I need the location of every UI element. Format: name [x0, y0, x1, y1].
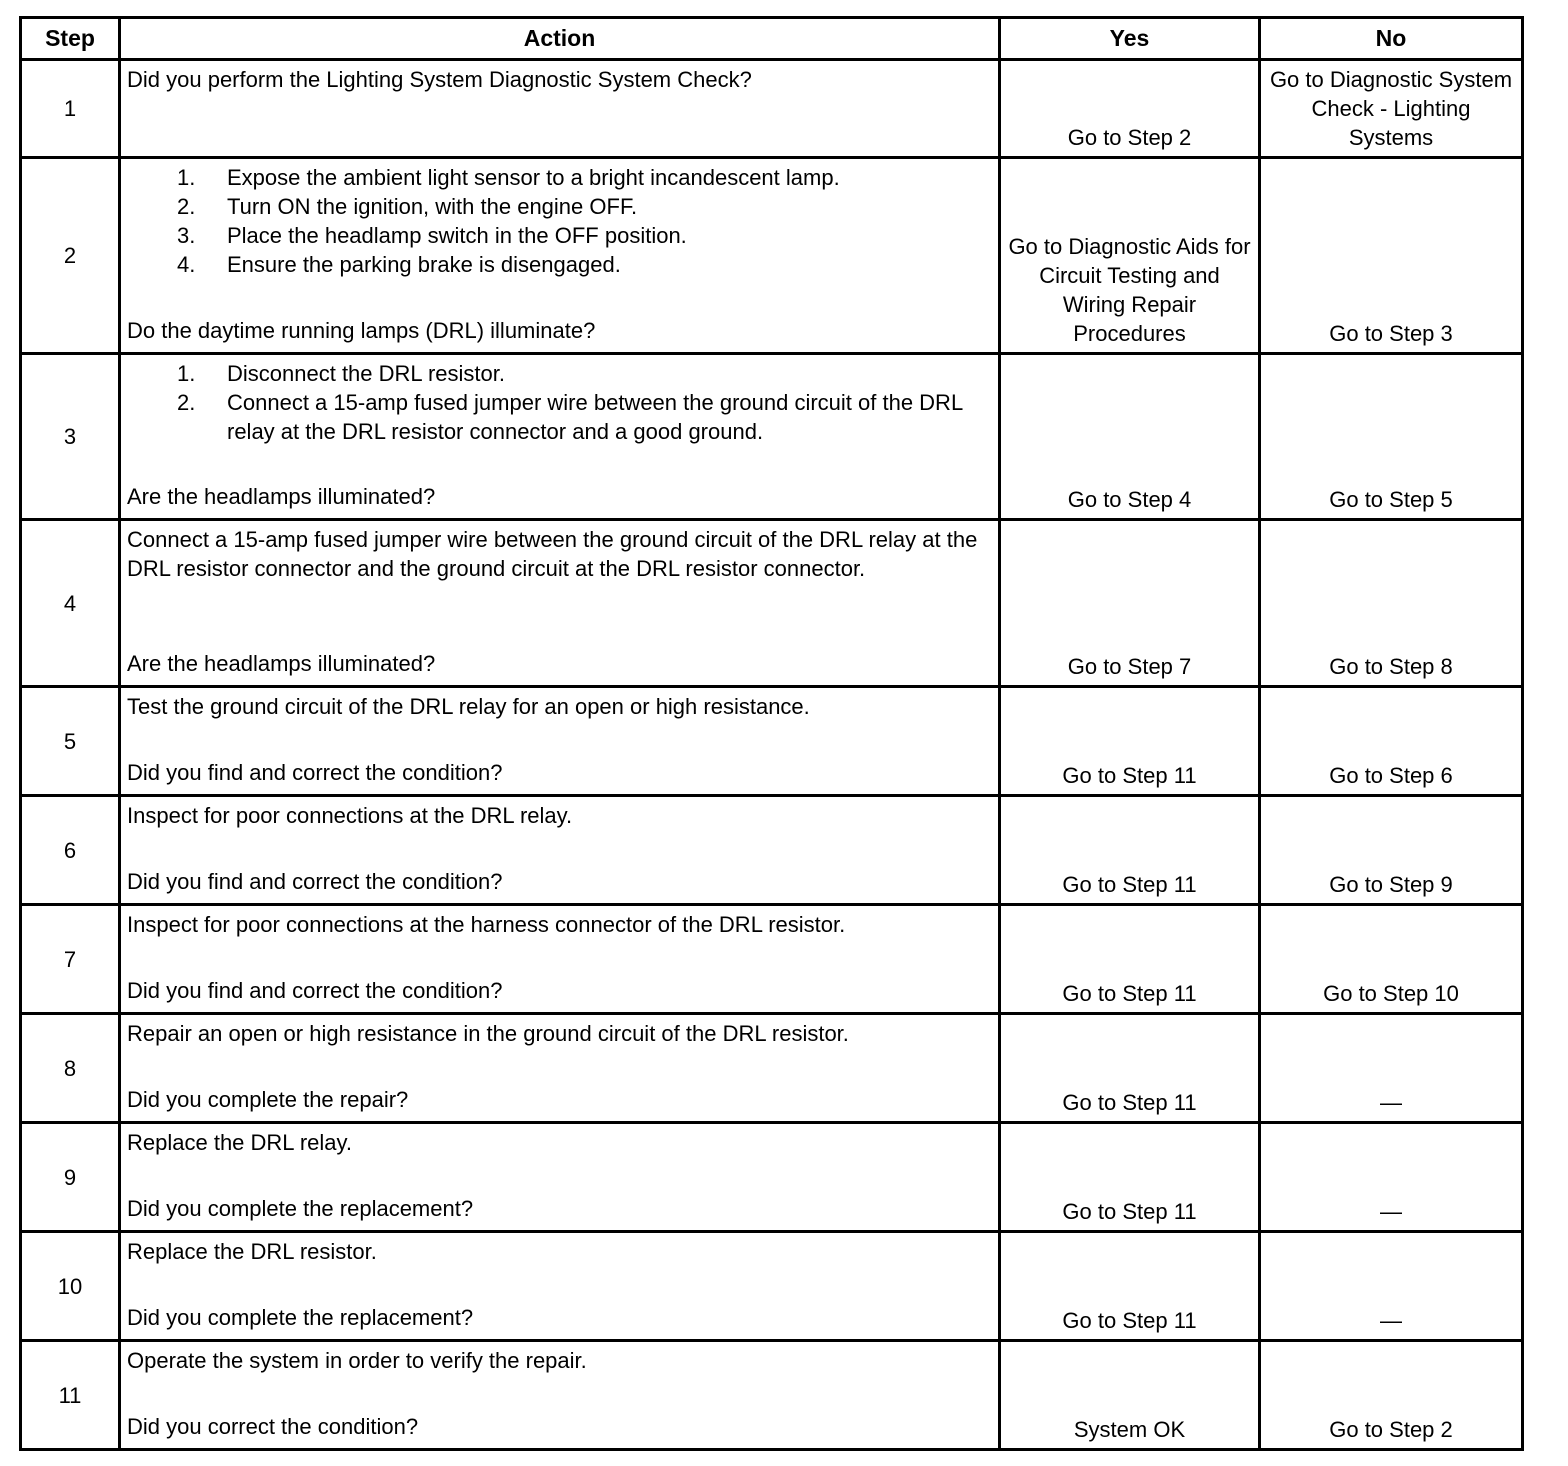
list-item-text: Disconnect the DRL resistor. [227, 361, 505, 386]
header-step: Step [21, 18, 120, 60]
action-question: Did you find and correct the condition? [127, 978, 503, 1003]
table-row [21, 354, 1523, 520]
table-row [21, 796, 1523, 905]
list-item-number: 1. [177, 361, 196, 386]
list-item [127, 163, 992, 192]
table-body [21, 60, 1523, 1450]
no-result: Go to Step 2 [1260, 1341, 1523, 1450]
no-result: Go to Step 3 [1260, 158, 1523, 354]
table-row [21, 1232, 1523, 1341]
list-item [127, 359, 992, 388]
action-cell [120, 1232, 1000, 1341]
list-item-text: Turn ON the ignition, with the engine OFF. [227, 194, 638, 219]
action-cell [120, 905, 1000, 1014]
action-instruction: Replace the DRL relay. [127, 1130, 352, 1155]
table-row [21, 158, 1523, 354]
list-item-text: Expose the ambient light sensor to a bright incandescent lamp. [227, 165, 840, 190]
no-result: Go to Step 5 [1260, 354, 1523, 520]
action-steps-list [127, 359, 992, 446]
action-instruction: Connect a 15-amp fused jumper wire between the ground circuit of the DRL relay at the DRL resistor connector and the ground circuit at the DRL resistor connector. [127, 527, 978, 581]
list-item-number: 1. [177, 165, 196, 190]
yes-result: Go to Step 11 [1000, 905, 1260, 1014]
action-cell [120, 1123, 1000, 1232]
header-row [21, 18, 1523, 60]
action-instruction: Replace the DRL resistor. [127, 1239, 377, 1264]
header-no: No [1260, 18, 1523, 60]
action-question: Did you perform the Lighting System Diagnostic System Check? [127, 67, 752, 92]
step-number: 9 [21, 1123, 120, 1232]
header-yes: Yes [1000, 18, 1260, 60]
yes-result: Go to Step 2 [1000, 60, 1260, 158]
action-instruction: Test the ground circuit of the DRL relay for an open or high resistance. [127, 694, 810, 719]
list-item-number: 2. [177, 390, 196, 415]
yes-result: Go to Step 7 [1000, 520, 1260, 687]
header-action: Action [120, 18, 1000, 60]
table-row [21, 687, 1523, 796]
diagnostic-table [19, 16, 1524, 1451]
yes-result: Go to Step 4 [1000, 354, 1260, 520]
no-result: — [1260, 1123, 1523, 1232]
list-item-number: 3. [177, 223, 196, 248]
step-number: 11 [21, 1341, 120, 1450]
table-row [21, 520, 1523, 687]
yes-result: Go to Step 11 [1000, 687, 1260, 796]
step-number: 2 [21, 158, 120, 354]
no-result: — [1260, 1232, 1523, 1341]
action-cell [120, 354, 1000, 520]
yes-result: Go to Step 11 [1000, 1123, 1260, 1232]
table-row [21, 60, 1523, 158]
no-result: Go to Step 8 [1260, 520, 1523, 687]
yes-result: Go to Step 11 [1000, 1014, 1260, 1123]
list-item-text: Connect a 15-amp fused jumper wire between the ground circuit of the DRL relay at the DRL resistor connector and a good ground. [227, 390, 963, 444]
table-row [21, 905, 1523, 1014]
step-number: 5 [21, 687, 120, 796]
action-cell [120, 687, 1000, 796]
no-result: — [1260, 1014, 1523, 1123]
list-item-text: Ensure the parking brake is disengaged. [227, 252, 621, 277]
list-item-number: 2. [177, 194, 196, 219]
action-instruction: Inspect for poor connections at the harness connector of the DRL resistor. [127, 912, 846, 937]
yes-result: Go to Step 11 [1000, 796, 1260, 905]
step-number: 6 [21, 796, 120, 905]
list-item [127, 250, 992, 279]
action-instruction: Inspect for poor connections at the DRL relay. [127, 803, 573, 828]
action-cell [120, 796, 1000, 905]
table-row [21, 1123, 1523, 1232]
step-number: 1 [21, 60, 120, 158]
list-item [127, 221, 992, 250]
action-cell [120, 520, 1000, 687]
action-question: Did you correct the condition? [127, 1414, 419, 1439]
action-question: Are the headlamps illuminated? [127, 651, 436, 676]
action-question: Did you complete the replacement? [127, 1196, 474, 1221]
action-question: Do the daytime running lamps (DRL) illuminate? [127, 318, 596, 343]
no-result: Go to Step 10 [1260, 905, 1523, 1014]
no-result: Go to Step 6 [1260, 687, 1523, 796]
table-row [21, 1341, 1523, 1450]
list-item [127, 192, 992, 221]
action-question: Did you find and correct the condition? [127, 869, 503, 894]
action-question: Did you complete the repair? [127, 1087, 409, 1112]
no-result: Go to Step 9 [1260, 796, 1523, 905]
action-cell [120, 60, 1000, 158]
action-instruction: Operate the system in order to verify the repair. [127, 1348, 587, 1373]
action-steps-list [127, 163, 992, 279]
list-item-number: 4. [177, 252, 196, 277]
action-cell [120, 1014, 1000, 1123]
yes-result: Go to Step 11 [1000, 1232, 1260, 1341]
action-instruction: Repair an open or high resistance in the ground circuit of the DRL resistor. [127, 1021, 849, 1046]
action-cell [120, 1341, 1000, 1450]
yes-result: Go to Diagnostic Aids for Circuit Testing and Wiring Repair Procedures [1000, 158, 1260, 354]
action-question: Are the headlamps illuminated? [127, 484, 436, 509]
step-number: 4 [21, 520, 120, 687]
list-item [127, 388, 992, 446]
yes-result: System OK [1000, 1341, 1260, 1450]
action-cell [120, 158, 1000, 354]
action-question: Did you find and correct the condition? [127, 760, 503, 785]
step-number: 10 [21, 1232, 120, 1341]
step-number: 8 [21, 1014, 120, 1123]
step-number: 7 [21, 905, 120, 1014]
step-number: 3 [21, 354, 120, 520]
action-question: Did you complete the replacement? [127, 1305, 474, 1330]
no-result: Go to Diagnostic System Check - Lighting Systems [1260, 60, 1523, 158]
table-row [21, 1014, 1523, 1123]
list-item-text: Place the headlamp switch in the OFF position. [227, 223, 687, 248]
